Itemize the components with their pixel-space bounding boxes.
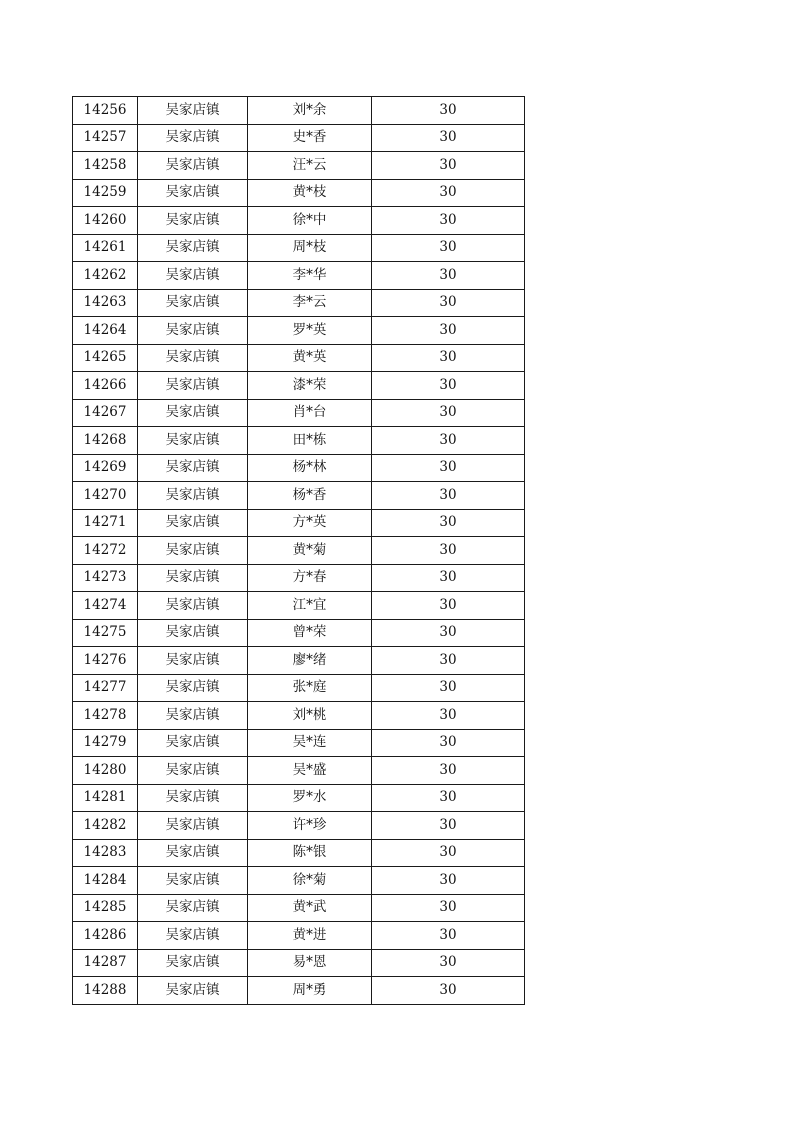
table-row	[73, 949, 525, 977]
amount-cell: 30	[372, 152, 525, 180]
table-row	[73, 97, 525, 125]
amount-cell: 30	[372, 234, 525, 262]
table-row	[73, 317, 525, 345]
amount-cell: 30	[372, 757, 525, 785]
name-cell: 易*恩	[248, 949, 372, 977]
table-row	[73, 427, 525, 455]
amount-cell: 30	[372, 124, 525, 152]
town-cell: 吴家店镇	[138, 674, 248, 702]
name-cell: 张*庭	[248, 674, 372, 702]
amount-cell: 30	[372, 784, 525, 812]
name-cell: 黄*英	[248, 344, 372, 372]
row-number-cell: 14277	[73, 674, 138, 702]
table-row	[73, 482, 525, 510]
row-number-cell: 14269	[73, 454, 138, 482]
table-row	[73, 537, 525, 565]
town-cell: 吴家店镇	[138, 97, 248, 125]
row-number-cell: 14278	[73, 702, 138, 730]
town-cell: 吴家店镇	[138, 317, 248, 345]
town-cell: 吴家店镇	[138, 124, 248, 152]
town-cell: 吴家店镇	[138, 509, 248, 537]
row-number-cell: 14271	[73, 509, 138, 537]
name-cell: 李*华	[248, 262, 372, 290]
town-cell: 吴家店镇	[138, 812, 248, 840]
table-row	[73, 674, 525, 702]
amount-cell: 30	[372, 427, 525, 455]
name-cell: 黄*枝	[248, 179, 372, 207]
table-row	[73, 839, 525, 867]
amount-cell: 30	[372, 702, 525, 730]
town-cell: 吴家店镇	[138, 977, 248, 1005]
town-cell: 吴家店镇	[138, 289, 248, 317]
row-number-cell: 14279	[73, 729, 138, 757]
table-row	[73, 977, 525, 1005]
town-cell: 吴家店镇	[138, 262, 248, 290]
row-number-cell: 14258	[73, 152, 138, 180]
town-cell: 吴家店镇	[138, 454, 248, 482]
row-number-cell: 14260	[73, 207, 138, 235]
amount-cell: 30	[372, 454, 525, 482]
row-number-cell: 14262	[73, 262, 138, 290]
amount-cell: 30	[372, 262, 525, 290]
town-cell: 吴家店镇	[138, 922, 248, 950]
amount-cell: 30	[372, 922, 525, 950]
row-number-cell: 14288	[73, 977, 138, 1005]
town-cell: 吴家店镇	[138, 234, 248, 262]
amount-cell: 30	[372, 509, 525, 537]
table-row	[73, 702, 525, 730]
name-cell: 许*珍	[248, 812, 372, 840]
town-cell: 吴家店镇	[138, 839, 248, 867]
name-cell: 杨*香	[248, 482, 372, 510]
name-cell: 曾*荣	[248, 619, 372, 647]
name-cell: 刘*桃	[248, 702, 372, 730]
row-number-cell: 14267	[73, 399, 138, 427]
table-row	[73, 647, 525, 675]
table-row	[73, 124, 525, 152]
row-number-cell: 14259	[73, 179, 138, 207]
amount-cell: 30	[372, 317, 525, 345]
name-cell: 李*云	[248, 289, 372, 317]
name-cell: 方*春	[248, 564, 372, 592]
table-row	[73, 152, 525, 180]
table-body	[73, 97, 525, 1005]
town-cell: 吴家店镇	[138, 372, 248, 400]
name-cell: 刘*余	[248, 97, 372, 125]
row-number-cell: 14274	[73, 592, 138, 620]
row-number-cell: 14280	[73, 757, 138, 785]
amount-cell: 30	[372, 344, 525, 372]
town-cell: 吴家店镇	[138, 564, 248, 592]
amount-cell: 30	[372, 482, 525, 510]
table-row	[73, 564, 525, 592]
name-cell: 周*勇	[248, 977, 372, 1005]
amount-cell: 30	[372, 839, 525, 867]
amount-cell: 30	[372, 537, 525, 565]
town-cell: 吴家店镇	[138, 867, 248, 895]
town-cell: 吴家店镇	[138, 537, 248, 565]
row-number-cell: 14261	[73, 234, 138, 262]
name-cell: 陈*银	[248, 839, 372, 867]
name-cell: 黄*进	[248, 922, 372, 950]
town-cell: 吴家店镇	[138, 729, 248, 757]
row-number-cell: 14284	[73, 867, 138, 895]
town-cell: 吴家店镇	[138, 949, 248, 977]
amount-cell: 30	[372, 372, 525, 400]
town-cell: 吴家店镇	[138, 344, 248, 372]
amount-cell: 30	[372, 674, 525, 702]
table-row	[73, 922, 525, 950]
row-number-cell: 14256	[73, 97, 138, 125]
table-row	[73, 399, 525, 427]
town-cell: 吴家店镇	[138, 647, 248, 675]
amount-cell: 30	[372, 289, 525, 317]
row-number-cell: 14270	[73, 482, 138, 510]
amount-cell: 30	[372, 592, 525, 620]
name-cell: 徐*菊	[248, 867, 372, 895]
name-cell: 周*枝	[248, 234, 372, 262]
town-cell: 吴家店镇	[138, 757, 248, 785]
town-cell: 吴家店镇	[138, 702, 248, 730]
name-cell: 江*宜	[248, 592, 372, 620]
amount-cell: 30	[372, 564, 525, 592]
table-row	[73, 207, 525, 235]
amount-cell: 30	[372, 867, 525, 895]
table-row	[73, 344, 525, 372]
name-cell: 漆*荣	[248, 372, 372, 400]
table-row	[73, 894, 525, 922]
data-table	[72, 96, 525, 1005]
table-row	[73, 812, 525, 840]
town-cell: 吴家店镇	[138, 207, 248, 235]
row-number-cell: 14264	[73, 317, 138, 345]
row-number-cell: 14273	[73, 564, 138, 592]
name-cell: 徐*中	[248, 207, 372, 235]
table-row	[73, 619, 525, 647]
amount-cell: 30	[372, 97, 525, 125]
amount-cell: 30	[372, 977, 525, 1005]
name-cell: 肖*台	[248, 399, 372, 427]
table-row	[73, 454, 525, 482]
amount-cell: 30	[372, 179, 525, 207]
town-cell: 吴家店镇	[138, 784, 248, 812]
table-row	[73, 234, 525, 262]
town-cell: 吴家店镇	[138, 179, 248, 207]
row-number-cell: 14283	[73, 839, 138, 867]
table-row	[73, 179, 525, 207]
name-cell: 吴*盛	[248, 757, 372, 785]
row-number-cell: 14265	[73, 344, 138, 372]
row-number-cell: 14268	[73, 427, 138, 455]
name-cell: 史*香	[248, 124, 372, 152]
name-cell: 罗*英	[248, 317, 372, 345]
table-row	[73, 784, 525, 812]
name-cell: 田*栋	[248, 427, 372, 455]
row-number-cell: 14275	[73, 619, 138, 647]
row-number-cell: 14286	[73, 922, 138, 950]
row-number-cell: 14282	[73, 812, 138, 840]
town-cell: 吴家店镇	[138, 427, 248, 455]
row-number-cell: 14281	[73, 784, 138, 812]
town-cell: 吴家店镇	[138, 619, 248, 647]
table-row	[73, 262, 525, 290]
row-number-cell: 14285	[73, 894, 138, 922]
name-cell: 杨*林	[248, 454, 372, 482]
amount-cell: 30	[372, 647, 525, 675]
table-row	[73, 592, 525, 620]
row-number-cell: 14287	[73, 949, 138, 977]
name-cell: 廖*绪	[248, 647, 372, 675]
amount-cell: 30	[372, 729, 525, 757]
row-number-cell: 14272	[73, 537, 138, 565]
amount-cell: 30	[372, 894, 525, 922]
table-row	[73, 867, 525, 895]
table-row	[73, 289, 525, 317]
table-row	[73, 729, 525, 757]
name-cell: 方*英	[248, 509, 372, 537]
town-cell: 吴家店镇	[138, 399, 248, 427]
amount-cell: 30	[372, 619, 525, 647]
table-row	[73, 372, 525, 400]
table-row	[73, 757, 525, 785]
amount-cell: 30	[372, 399, 525, 427]
row-number-cell: 14266	[73, 372, 138, 400]
name-cell: 黄*武	[248, 894, 372, 922]
amount-cell: 30	[372, 207, 525, 235]
row-number-cell: 14257	[73, 124, 138, 152]
town-cell: 吴家店镇	[138, 592, 248, 620]
name-cell: 汪*云	[248, 152, 372, 180]
row-number-cell: 14263	[73, 289, 138, 317]
amount-cell: 30	[372, 812, 525, 840]
town-cell: 吴家店镇	[138, 482, 248, 510]
amount-cell: 30	[372, 949, 525, 977]
table-row	[73, 509, 525, 537]
name-cell: 黄*菊	[248, 537, 372, 565]
name-cell: 吴*连	[248, 729, 372, 757]
town-cell: 吴家店镇	[138, 152, 248, 180]
name-cell: 罗*水	[248, 784, 372, 812]
town-cell: 吴家店镇	[138, 894, 248, 922]
row-number-cell: 14276	[73, 647, 138, 675]
